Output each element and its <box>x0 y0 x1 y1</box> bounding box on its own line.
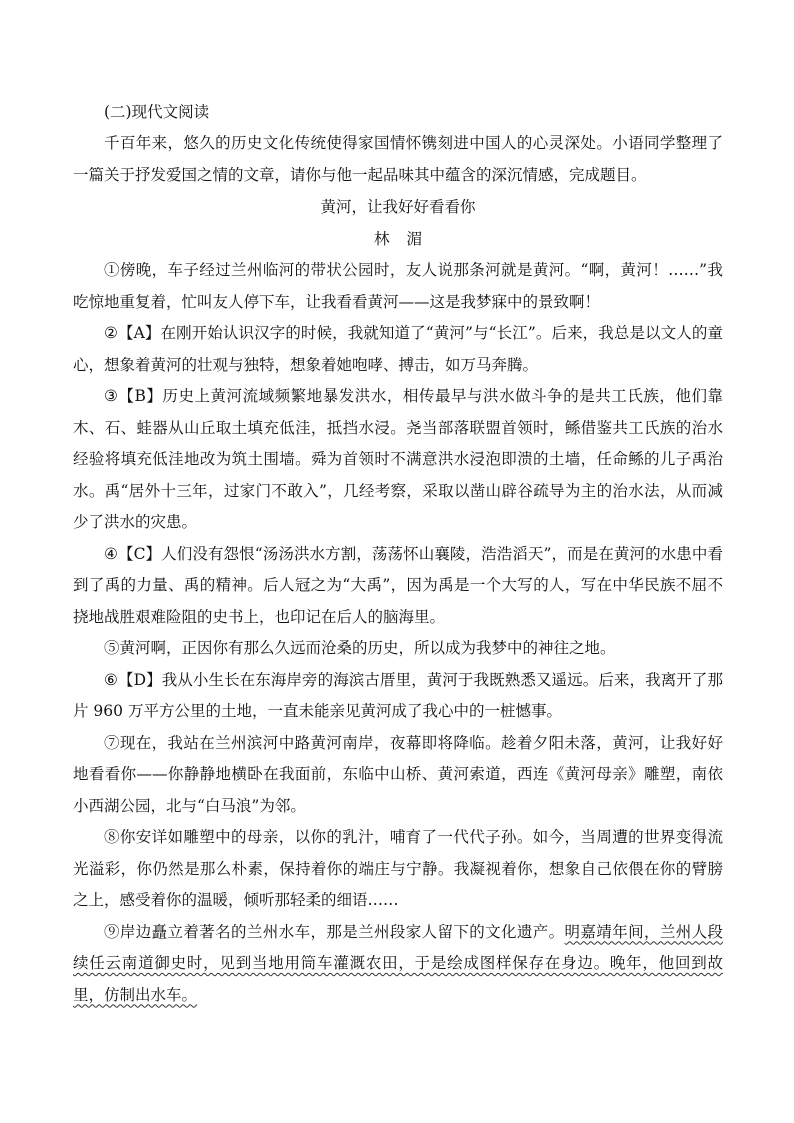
paragraph-9-underlined-text: 明嘉靖年间，兰州人段续任云南道御史时，见到当地用筒车灌溉农田，于是绘成图样保存在身边。晚年，他回到故里，仿制出水车。 <box>73 922 723 1004</box>
article-author <box>73 223 723 255</box>
author-surname: 林 <box>374 230 390 248</box>
paragraph-5: ⑤黄河啊，正因你有那么久远而沧桑的历史，所以成为我梦中的神往之地。 <box>104 639 616 657</box>
article-title: 黄河，让我好好看看你 <box>320 198 476 216</box>
paragraph-1: ①傍晚，车子经过兰州临河的带状公园时，友人说那条河就是黄河。“啊，黄河！……”我吃惊地重复着，忙叫友人停下车，让我看看黄河——这是我梦寐中的景致啊！ <box>73 261 723 311</box>
paragraph-3: ③【B】历史上黄河流域频繁地暴发洪水，相传最早与洪水做斗争的是共工氏族，他们靠木、石、蛙器从山丘取土填充低洼，抵挡水浸。尧当部落联盟首领时，鲧借鉴共工氏族的治水经验将填充低洼地改为筑土围墙。舜为首领时不满意洪水浸泡即溃的土墙，任命鲧的儿子禹治水。禹“居外十三年，过家门不敢入”，几经考察，采取以凿山辟谷疏导为主的治水法，从而减少了洪水的灾患。 <box>73 387 723 531</box>
section-heading: (二)现代文阅读 <box>104 103 210 121</box>
paragraph-4: ④【C】人们没有怨恨“汤汤洪水方割，荡荡怀山襄陵，浩浩滔天”，而是在黄河的水患中看到了禹的力量、禹的精神。后人冠之为“大禹”，因为禹是一个大写的人，写在中华民族不屈不挠地战胜艰难险阻的史书上，也印记在后人的脑海里。 <box>73 544 723 626</box>
paragraph-9-text: ⑨岸边矗立着著名的兰州水车，那是兰州段家人留下的文化遗产。 <box>104 922 565 941</box>
paragraph-9 <box>73 917 723 1012</box>
document-page <box>73 96 723 1011</box>
author-given-name: 湄 <box>406 230 422 248</box>
paragraph-7: ⑦现在，我站在兰州滨河中路黄河南岸，夜幕即将降临。趁着夕阳未落，黄河，让我好好地看看你——你静静地横卧在我面前，东临中山桥、黄河索道，西连《黄河母亲》雕塑，南依小西湖公园，北与“白马浪”为邻。 <box>73 733 723 815</box>
paragraph-2: ②【A】在刚开始认识汉字的时候，我就知道了“黄河”与“长江”。后来，我总是以文人的童心，想象着黄河的壮观与独特，想象着她咆哮、搏击，如万马奔腾。 <box>73 324 723 374</box>
paragraph-8: ⑧你安详如雕塑中的母亲，以你的乳汁，哺育了一代代子孙。如今，当周遭的世界变得流光溢彩，你仍然是那么朴素，保持着你的端庄与宁静。我凝视着你，想象自己依偎在你的臂膀之上，感受着你的温暖，倾听那轻柔的细语…… <box>73 828 723 909</box>
paragraph-6: ⑥【D】我从小生长在东海岸旁的海滨古厝里，黄河于我既熟悉又遥远。后来，我离开了那片 960 万平方公里的土地，一直未能亲见黄河成了我心中的一桩憾事。 <box>73 670 723 720</box>
intro-paragraph: 千百年来，悠久的历史文化传统使得家国情怀镌刻进中国人的心灵深处。小语同学整理了一篇关于抒发爱国之情的文章，请你与他一起品味其中蕴含的深沉情感，完成题目。 <box>73 134 723 184</box>
